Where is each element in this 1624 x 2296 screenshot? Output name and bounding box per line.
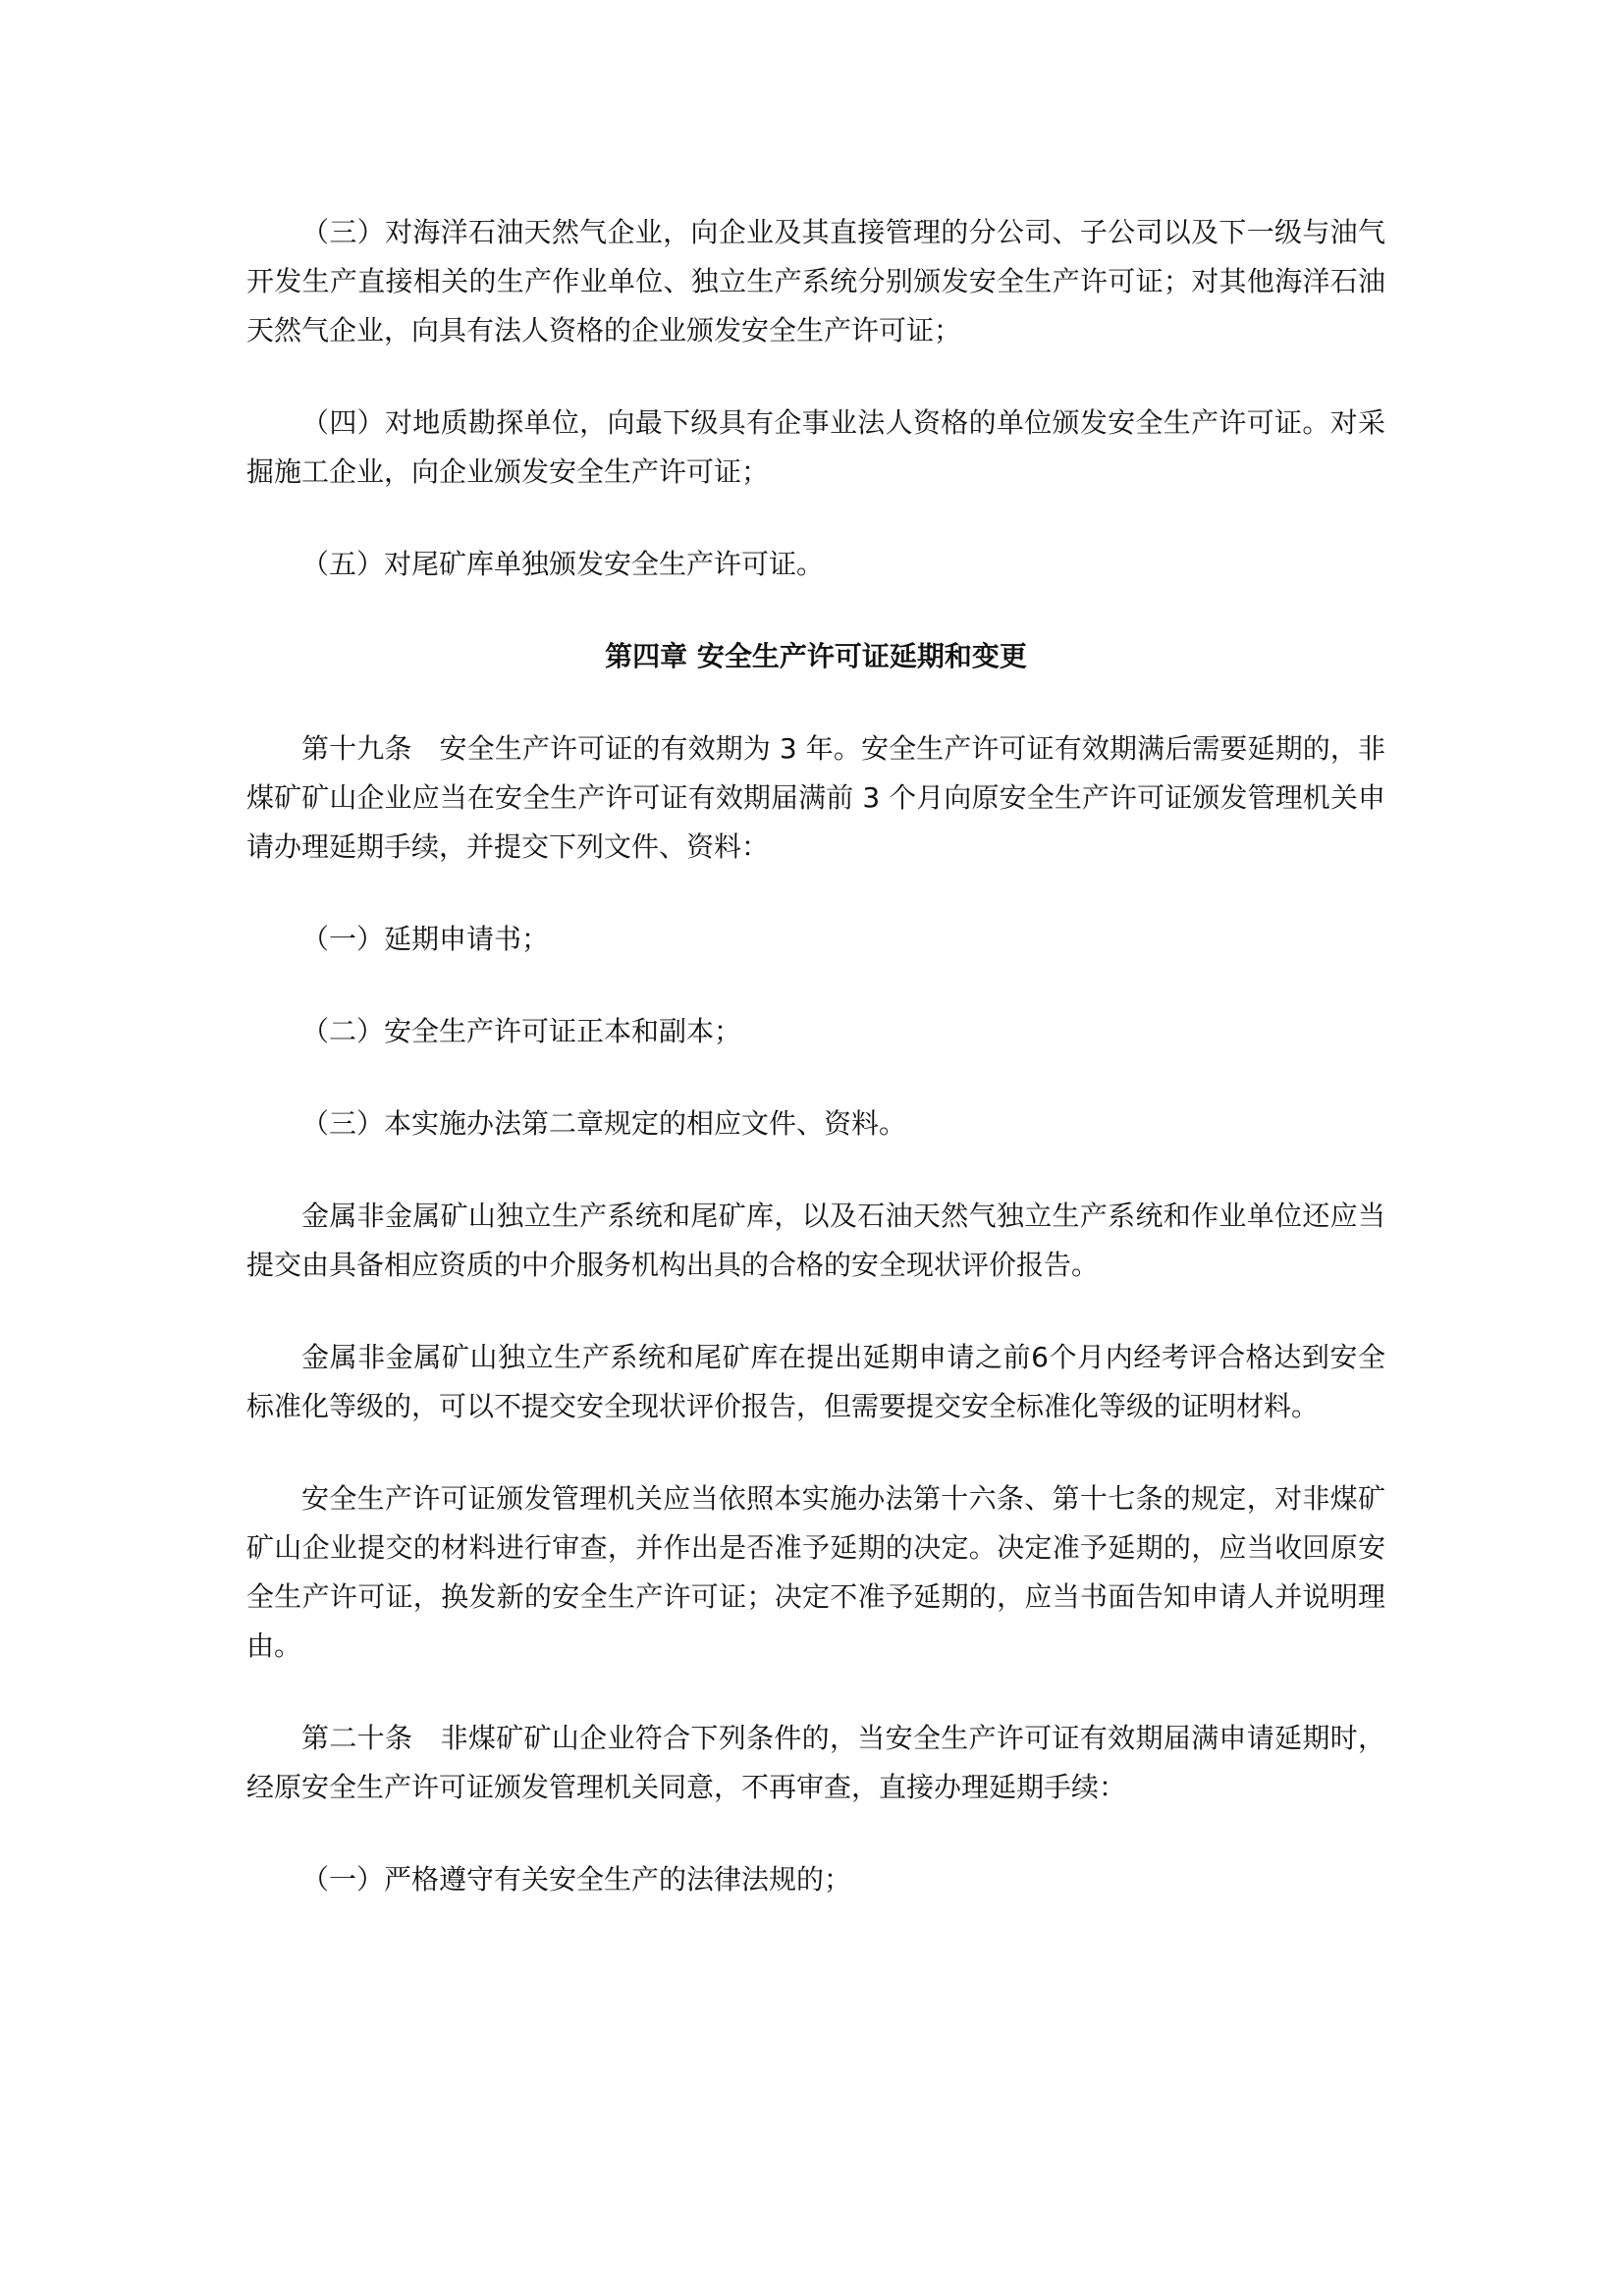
article-20: 第二十条 非煤矿矿山企业符合下列条件的，当安全生产许可证有效期届满申请延期时，经原安全生产许可证颁发管理机关同意，不再审查，直接办理延期手续： (246, 1722, 1385, 1803)
list-item-3: （三）本实施办法第二章规定的相应文件、资料。 (301, 1107, 907, 1140)
list-item-1: （一）延期申请书； (301, 923, 550, 955)
paragraph-item-5: （五）对尾矿库单独颁发安全生产许可证。 (301, 548, 825, 580)
document-body (246, 208, 1385, 1948)
paragraph-evaluation-report: 金属非金属矿山独立生产系统和尾矿库，以及石油天然气独立生产系统和作业单位还应当提交由具备相应资质的中介服务机构出具的合格的安全现状评价报告。 (246, 1200, 1385, 1281)
condition-item-1: （一）严格遵守有关安全生产的法律法规的； (301, 1863, 852, 1896)
article-19: 第十九条 安全生产许可证的有效期为 3 年。安全生产许可证有效期满后需要延期的，非煤矿矿山企业应当在安全生产许可证有效期届满前 3 个月向原安全生产许可证颁发管理机关申请办理延期手续，并提交下列文件、资料： (246, 732, 1385, 863)
chapter-heading: 第四章 安全生产许可证延期和变更 (605, 640, 1027, 672)
paragraph-review-decision: 安全生产许可证颁发管理机关应当依照本实施办法第十六条、第十七条的规定，对非煤矿矿山企业提交的材料进行审查，并作出是否准予延期的决定。决定准予延期的，应当收回原安全生产许可证，换发新的安全生产许可证；决定不准予延期的，应当书面告知申请人并说明理由。 (246, 1482, 1385, 1662)
list-item-2: （二）安全生产许可证正本和副本； (301, 1015, 742, 1047)
paragraph-item-3: （三）对海洋石油天然气企业，向企业及其直接管理的分公司、子公司以及下一级与油气开发生产直接相关的生产作业单位、独立生产系统分别颁发安全生产许可证；对其他海洋石油天然气企业，向具有法人资格的企业颁发安全生产许可证； (246, 216, 1385, 347)
paragraph-item-4: （四）对地质勘探单位，向最下级具有企事业法人资格的单位颁发安全生产许可证。对采掘施工企业，向企业颁发安全生产许可证； (246, 406, 1385, 488)
paragraph-standardization: 金属非金属矿山独立生产系统和尾矿库在提出延期申请之前6个月内经考评合格达到安全标准化等级的，可以不提交安全现状评价报告，但需要提交安全标准化等级的证明材料。 (246, 1341, 1385, 1422)
